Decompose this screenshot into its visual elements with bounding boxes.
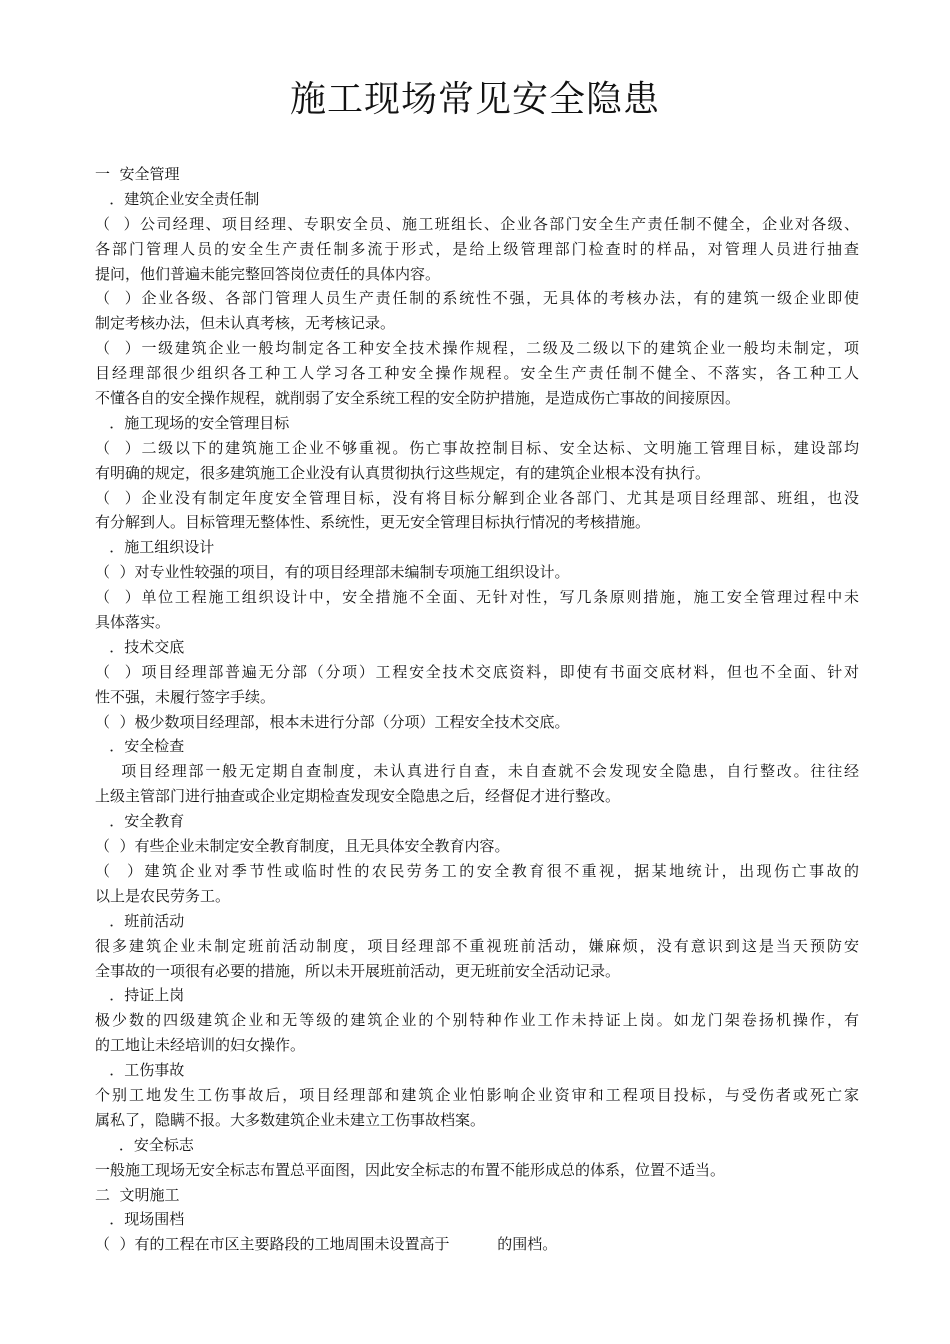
- text-line: 有分解到人。目标管理无整体性、系统性，更无安全管理目标执行情况的考核措施。: [95, 513, 651, 532]
- text-line: （ ）项目经理部普遍无分部（分项）工程安全技术交底资料，即使有书面交底材料，但也不全面、针对: [95, 662, 859, 681]
- text-line: （ ）有些企业未制定安全教育制度，且无具体安全教育内容。: [95, 837, 510, 856]
- text-line: 很多建筑企业未制定班前活动制度，项目经理部不重视班前活动，嫌麻烦，没有意识到这是当天预防安: [95, 936, 859, 955]
- text-line: 一般施工现场无安全标志布置总平面图，因此安全标志的布置不能形成总的体系，位置不适当。: [95, 1160, 726, 1179]
- text-line: （ ）极少数项目经理部，根本未进行分部（分项）工程安全技术交底。: [95, 712, 570, 731]
- text-line: ．施工组织设计: [95, 538, 215, 557]
- text-line: 的工地让未经培训的妇女操作。: [95, 1036, 306, 1055]
- document-title: 施工现场常见安全隐患: [289, 79, 660, 120]
- text-line: 极少数的四级建筑企业和无等级的建筑企业的个别特种作业工作未持证上岗。如龙门架卷扬机操作，有: [95, 1011, 859, 1030]
- text-line: 各部门管理人员的安全生产责任制多流于形式，是给上级管理部门检查时的样品，对管理人员进行抽查: [95, 239, 859, 258]
- document-body: [95, 162, 859, 1257]
- text-line: （ ）建筑企业对季节性或临时性的农民劳务工的安全教育很不重视，据某地统计，出现伤亡事故的: [95, 861, 859, 880]
- text-line: ．建筑企业安全责任制: [95, 189, 260, 208]
- text-line: 一 安全管理: [95, 165, 180, 183]
- text-line: 性不强，未履行签字手续。: [95, 687, 276, 706]
- text-line: 制定考核办法，但未认真考核，无考核记录。: [95, 314, 396, 333]
- text-line: （ ）有的工程在市区主要路段的工地周围未设置高于 的围档。: [95, 1235, 558, 1254]
- text-line: （ ）单位工程施工组织设计中，安全措施不全面、无针对性，写几条原则措施，施工安全管理过程中未: [95, 588, 859, 607]
- text-line: （ ）对专业性较强的项目，有的项目经理部未编制专项施工组织设计。: [95, 563, 570, 582]
- text-line: 全事故的一项很有必要的措施，所以未开展班前活动，更无班前安全活动记录。: [95, 961, 621, 980]
- text-line: ．安全教育: [95, 812, 185, 831]
- text-line: ．安全检查: [95, 737, 185, 756]
- text-line: ．技术交底: [95, 637, 185, 656]
- text-line: ．工伤事故: [95, 1061, 185, 1080]
- text-line: 属私了，隐瞒不报。大多数建筑企业未建立工伤事故档案。: [95, 1110, 486, 1129]
- text-line: 不懂各自的安全操作规程，就削弱了安全系统工程的安全防护措施，是造成伤亡事故的间接原因。: [95, 389, 741, 408]
- text-line: （ ）公司经理、项目经理、专职安全员、施工班组长、企业各部门安全生产责任制不健全，企业对各级、: [95, 214, 859, 233]
- text-line: 上级主管部门进行抽查或企业定期检查发现安全隐患之后，经督促才进行整改。: [95, 787, 621, 806]
- text-line: ．班前活动: [95, 911, 185, 930]
- text-line: ．安全标志: [95, 1135, 194, 1154]
- text-line: 二 文明施工: [95, 1185, 180, 1204]
- text-line: 项目经理部一般无定期自查制度，未认真进行自查，未自查就不会发现安全隐患，自行整改。往往经: [95, 762, 859, 781]
- text-line: 以上是农民劳务工。: [95, 886, 231, 905]
- text-line: ．施工现场的安全管理目标: [95, 413, 290, 432]
- text-line: ．持证上岗: [95, 986, 185, 1005]
- text-line: （ ）企业没有制定年度安全管理目标，没有将目标分解到企业各部门、尤其是项目经理部、班组，也没: [95, 488, 859, 507]
- text-line: 提问，他们普遍未能完整回答岗位责任的具体内容。: [95, 264, 441, 283]
- text-line: 具体落实。: [95, 613, 171, 632]
- text-line: （ ）二级以下的建筑施工企业不够重视。伤亡事故控制目标、安全达标、文明施工管理目标，建设部均: [95, 438, 859, 457]
- text-line: 目经理部很少组织各工种工人学习各工种安全操作规程。安全生产责任制不健全、不落实，各工种工人: [95, 364, 859, 383]
- text-line: （ ）一级建筑企业一般均制定各工种安全技术操作规程，二级及二级以下的建筑企业一般均未制定，项: [95, 339, 859, 358]
- text-line: （ ）企业各级、各部门管理人员生产责任制的系统性不强，无具体的考核办法，有的建筑一级企业即使: [95, 289, 859, 308]
- text-line: 个别工地发生工伤事故后，项目经理部和建筑企业怕影响企业资审和工程项目投标，与受伤者或死亡家: [95, 1085, 859, 1104]
- text-line: 有明确的规定，很多建筑施工企业没有认真贯彻执行这些规定，有的建筑企业根本没有执行。: [95, 463, 711, 482]
- text-line: ．现场围档: [95, 1210, 185, 1229]
